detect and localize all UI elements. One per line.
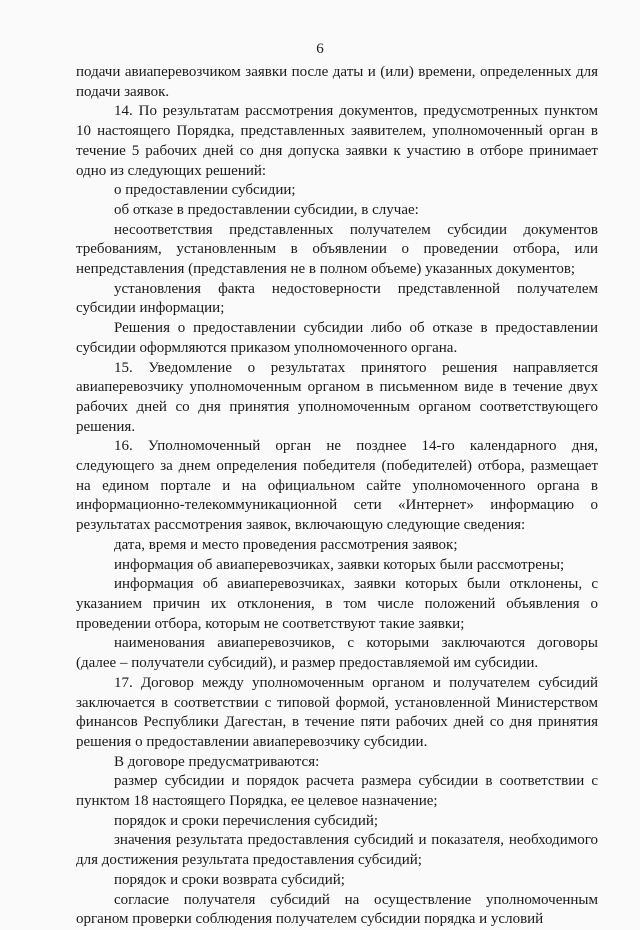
paragraph: о предоставлении субсидии;	[114, 182, 296, 199]
paragraph: 14. По результатам рассмотрения документов, предусмотренных пунктом 10 настоящего Порядка, представленных заявителем, уполномоченный орган в течение 5 рабочих дней со дня допуска заявки к участию в отборе принимает одно из следующих решений:	[76, 103, 598, 179]
paragraph: установления факта недостоверности представленной получателем субсидии информации;	[76, 280, 598, 317]
paragraph: наименования авиаперевозчиков, с которыми заключаются договоры (далее – получатели субсидий), и размер предоставляемой им субсидии.	[76, 635, 598, 672]
paragraph: В договоре предусматриваются:	[114, 753, 320, 770]
paragraph: 15. Уведомление о результатах принятого решения направляется авиаперевозчику уполномоченным органом в письменном виде в течение двух рабочих дней со дня принятия уполномоченным органом соответствующего решения.	[76, 359, 598, 435]
paragraph: порядок и сроки перечисления субсидий;	[114, 812, 379, 829]
paragraph: 16. Уполномоченный орган не позднее 14-го календарного дня, следующего за днем определения победителя (победителей) отбора, размещает на едином портале и на официальном сайте уполномоченного органа в информационно-телекоммуникационной сети «Интернет» информацию о результатах рассмотрения заявок, включающую следующие сведения:	[76, 438, 598, 534]
paragraph: несоответствия представленных получателем субсидии документов требованиям, установленным в объявлении о проведении отбора, или непредставления (представления не в полном объеме) указанных документов;	[76, 221, 598, 278]
paragraph: дата, время и место проведения рассмотрения заявок;	[114, 536, 458, 553]
document-body	[76, 63, 598, 930]
paragraph: значения результата предоставления субсидий и показателя, необходимого для достижения результата предоставления субсидий;	[76, 832, 598, 869]
paragraph: 17. Договор между уполномоченным органом и получателем субсидий заключается в соответствии с типовой формой, установленной Министерством финансов Республики Дагестан, в течение пяти рабочих дней со дня принятия решения о предоставлении авиаперевозчику субсидии.	[76, 674, 598, 750]
paragraph: информация об авиаперевозчиках, заявки которых были отклонены, с указанием причин их отклонения, в том числе положений объявления о проведении отбора, которым не соответствуют такие заявки;	[76, 576, 598, 632]
paragraph: согласие получателя субсидий на осуществление уполномоченным органом проверки соблюдения получателем субсидии порядка и условий	[76, 891, 598, 928]
paragraph: Решения о предоставлении субсидии либо об отказе в предоставлении субсидии оформляются приказом уполномоченного органа.	[76, 320, 598, 356]
paragraph: подачи авиаперевозчиком заявки после даты и (или) времени, определенных для подачи заявок.	[76, 64, 598, 100]
paragraph: информация об авиаперевозчиках, заявки которых были рассмотрены;	[114, 556, 565, 573]
paragraph: порядок и сроки возврата субсидий;	[114, 871, 345, 888]
page-number: 6	[316, 41, 324, 57]
paragraph: об отказе в предоставлении субсидии, в случае:	[114, 201, 419, 218]
paragraph: размер субсидии и порядок расчета размера субсидии в соответствии с пунктом 18 настоящего Порядка, ее целевое назначение;	[76, 773, 598, 810]
